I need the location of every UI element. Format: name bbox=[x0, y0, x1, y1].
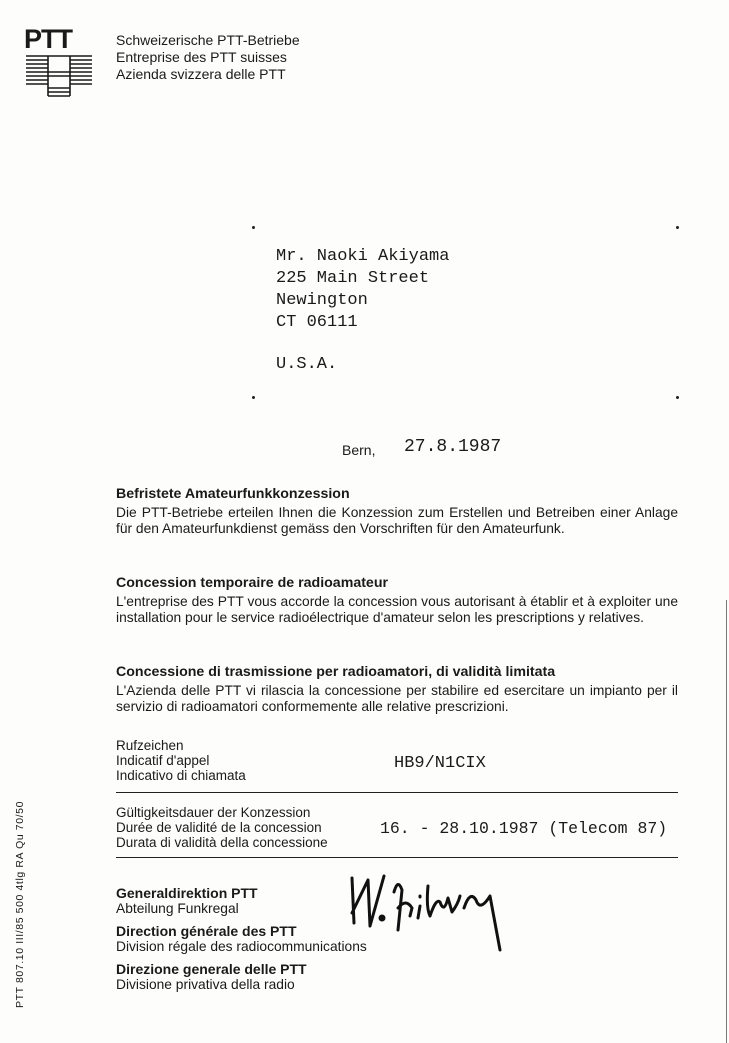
window-mark bbox=[676, 226, 679, 229]
validity-label-de: Gültigkeitsdauer der Konzession bbox=[116, 805, 311, 820]
handwritten-signature bbox=[340, 868, 520, 958]
ptt-logo-text: PTT bbox=[24, 24, 72, 54]
recipient-address bbox=[276, 246, 449, 376]
office-name: Direzione generale delle PTT bbox=[116, 961, 307, 977]
callsign-label-fr: Indicatif d'appel bbox=[116, 753, 210, 768]
divider bbox=[116, 857, 678, 858]
organization-header bbox=[116, 32, 300, 83]
office-fr bbox=[116, 924, 367, 954]
section-german bbox=[116, 486, 678, 537]
org-name-it: Azienda svizzera delle PTT bbox=[116, 66, 286, 82]
validity-value: 16. - 28.10.1987 (Telecom 87) bbox=[380, 819, 668, 838]
divider bbox=[116, 792, 678, 793]
validity-labels bbox=[116, 805, 328, 850]
section-title: Concession temporaire de radioamateur bbox=[116, 575, 389, 591]
window-mark bbox=[676, 396, 679, 399]
office-division: Abteilung Funkregal bbox=[116, 901, 239, 916]
section-body: L'Azienda delle PTT vi rilascia la concessione per stabilire ed esercitare un impianto per il servizio di radioamatori conformemente alle relative prescrizioni. bbox=[116, 683, 678, 714]
office-de bbox=[116, 886, 367, 916]
org-name-fr: Entreprise des PTT suisses bbox=[116, 49, 287, 65]
date-value: 27.8.1987 bbox=[404, 437, 502, 457]
scan-edge bbox=[726, 600, 727, 1043]
recipient-postal: CT 06111 bbox=[276, 313, 358, 332]
date-place: Bern, bbox=[342, 442, 376, 458]
section-body: L'entreprise des PTT vous accorde la concession vous autorisant à établir et à exploiter une installation pour le service radioélectrique d'amateur selon les prescriptions y relatives. bbox=[116, 594, 678, 625]
recipient-country: U.S.A. bbox=[276, 355, 338, 374]
office-name: Generaldirektion PTT bbox=[116, 885, 258, 901]
swiss-cross-logo-icon bbox=[26, 54, 92, 98]
section-italian bbox=[116, 664, 678, 715]
office-it bbox=[116, 962, 367, 992]
recipient-street: 225 Main Street bbox=[276, 269, 430, 288]
section-title: Befristete Amateurfunkkonzession bbox=[116, 486, 350, 502]
window-mark bbox=[252, 226, 255, 229]
form-code: PTT 807.10 III/85 500 4tlg RA Qu 70/50 bbox=[14, 800, 26, 1008]
callsign-labels bbox=[116, 738, 246, 783]
recipient-city: Newington bbox=[276, 291, 368, 310]
callsign-label-it: Indicativo di chiamata bbox=[116, 768, 246, 783]
issuing-offices bbox=[116, 886, 367, 1000]
section-french bbox=[116, 575, 678, 626]
validity-label-it: Durata di validità della concessione bbox=[116, 835, 328, 850]
validity-label-fr: Durée de validité de la concession bbox=[116, 820, 322, 835]
callsign-value: HB9/N1CIX bbox=[394, 754, 486, 773]
section-body: Die PTT-Betriebe erteilen Ihnen die Konzession zum Erstellen und Betreiben einer Anlage für den Amateurfunkdienst gemäss den Vorschriften für den Amateurfunk. bbox=[116, 505, 678, 536]
section-title: Concessione di trasmissione per radioamatori, di validità limitata bbox=[116, 664, 556, 680]
window-mark bbox=[252, 396, 255, 399]
recipient-name: Mr. Naoki Akiyama bbox=[276, 247, 450, 266]
office-division: Division régale des radiocommunications bbox=[116, 939, 367, 954]
office-division: Divisione privativa della radio bbox=[116, 977, 295, 992]
callsign-label-de: Rufzeichen bbox=[116, 738, 184, 753]
org-name-de: Schweizerische PTT-Betriebe bbox=[116, 32, 300, 48]
office-name: Direction générale des PTT bbox=[116, 923, 297, 939]
